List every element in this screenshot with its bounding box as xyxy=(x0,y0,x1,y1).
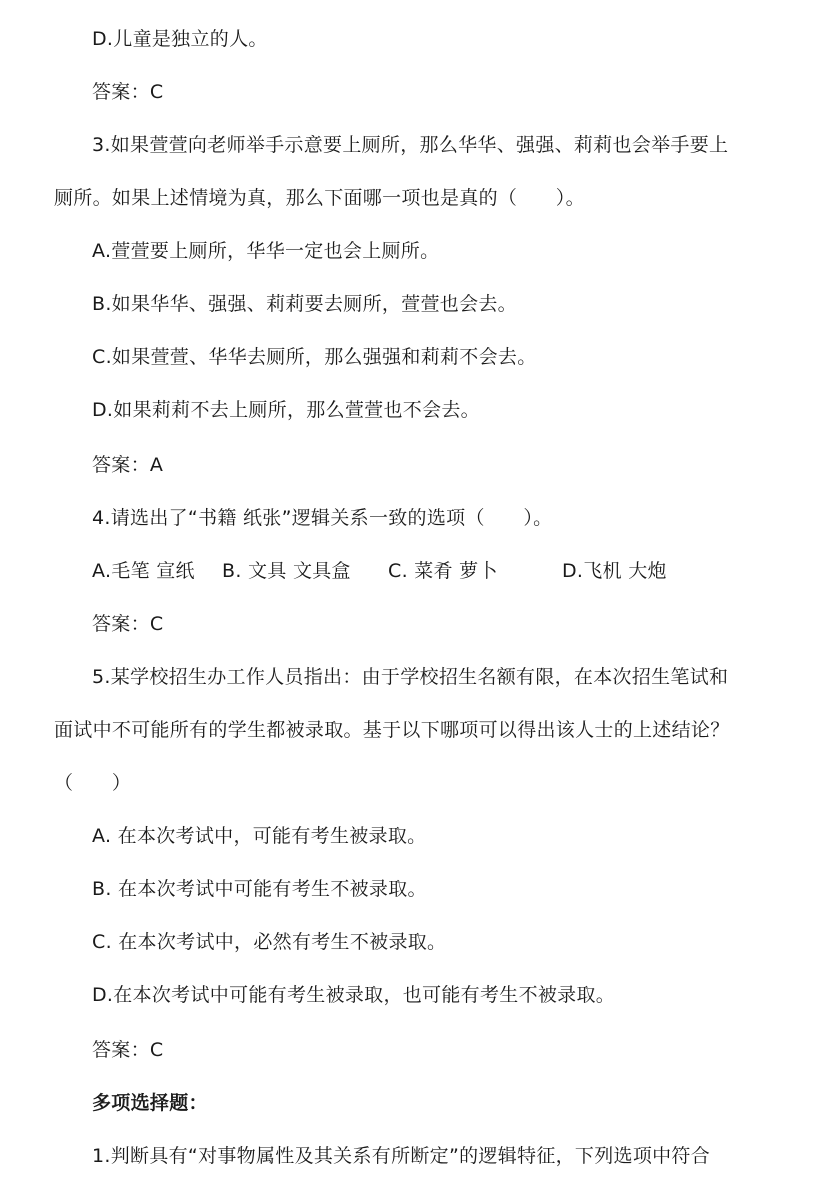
q4-option-c: C. 菜肴 萝卜 xyxy=(388,560,498,582)
q5-option-c: C. 在本次考试中，必然有考生不被录取。 xyxy=(92,931,447,953)
q5-stem-line2: 面试中不可能所有的学生都被录取。基于以下哪项可以得出该人士的上述结论？ xyxy=(54,719,730,741)
multi-q1-line1: 1.判断具有“对事物属性及其关系有所断定”的逻辑特征，下列选项中符合 xyxy=(92,1145,711,1167)
q3-option-b: B.如果华华、强强、莉莉要去厕所，萱萱也会去。 xyxy=(92,293,517,315)
q4-option-a: A.毛笔 宣纸 xyxy=(92,560,195,582)
q5-stem-line3: （ ） xyxy=(54,772,132,794)
multi-choice-heading: 多项选择题： xyxy=(92,1092,208,1114)
q4-option-b: B. 文具 文具盒 xyxy=(222,560,351,582)
q3-option-c: C.如果萱萱、华华去厕所，那么强强和莉莉不会去。 xyxy=(92,346,537,368)
q4-answer: 答案：C xyxy=(92,613,164,635)
q5-option-d: D.在本次考试中可能有考生被录取，也可能有考生不被录取。 xyxy=(92,984,616,1006)
q5-answer: 答案：C xyxy=(92,1039,164,1061)
q5-option-a: A. 在本次考试中，可能有考生被录取。 xyxy=(92,825,427,847)
q3-option-d: D.如果莉莉不去上厕所，那么萱萱也不会去。 xyxy=(92,399,480,421)
q2-answer: 答案：C xyxy=(92,81,164,103)
q4-stem: 4.请选出了“书籍 纸张”逻辑关系一致的选项（ ）。 xyxy=(92,507,553,529)
q3-stem-line1: 3.如果萱萱向老师举手示意要上厕所，那么华华、强强、莉莉也会举手要上 xyxy=(92,134,729,156)
q3-option-a: A.萱萱要上厕所，华华一定也会上厕所。 xyxy=(92,240,440,262)
q3-stem-line2: 厕所。如果上述情境为真，那么下面哪一项也是真的（ ）。 xyxy=(54,187,585,209)
q3-answer: 答案：A xyxy=(92,454,164,476)
q4-options-row xyxy=(92,558,667,584)
q4-option-d: D.飞机 大炮 xyxy=(562,560,667,582)
q5-stem-line1: 5.某学校招生办工作人员指出：由于学校招生名额有限，在本次招生笔试和 xyxy=(92,666,729,688)
q2-option-d: D.儿童是独立的人。 xyxy=(92,28,268,50)
q5-option-b: B. 在本次考试中可能有考生不被录取。 xyxy=(92,878,427,900)
